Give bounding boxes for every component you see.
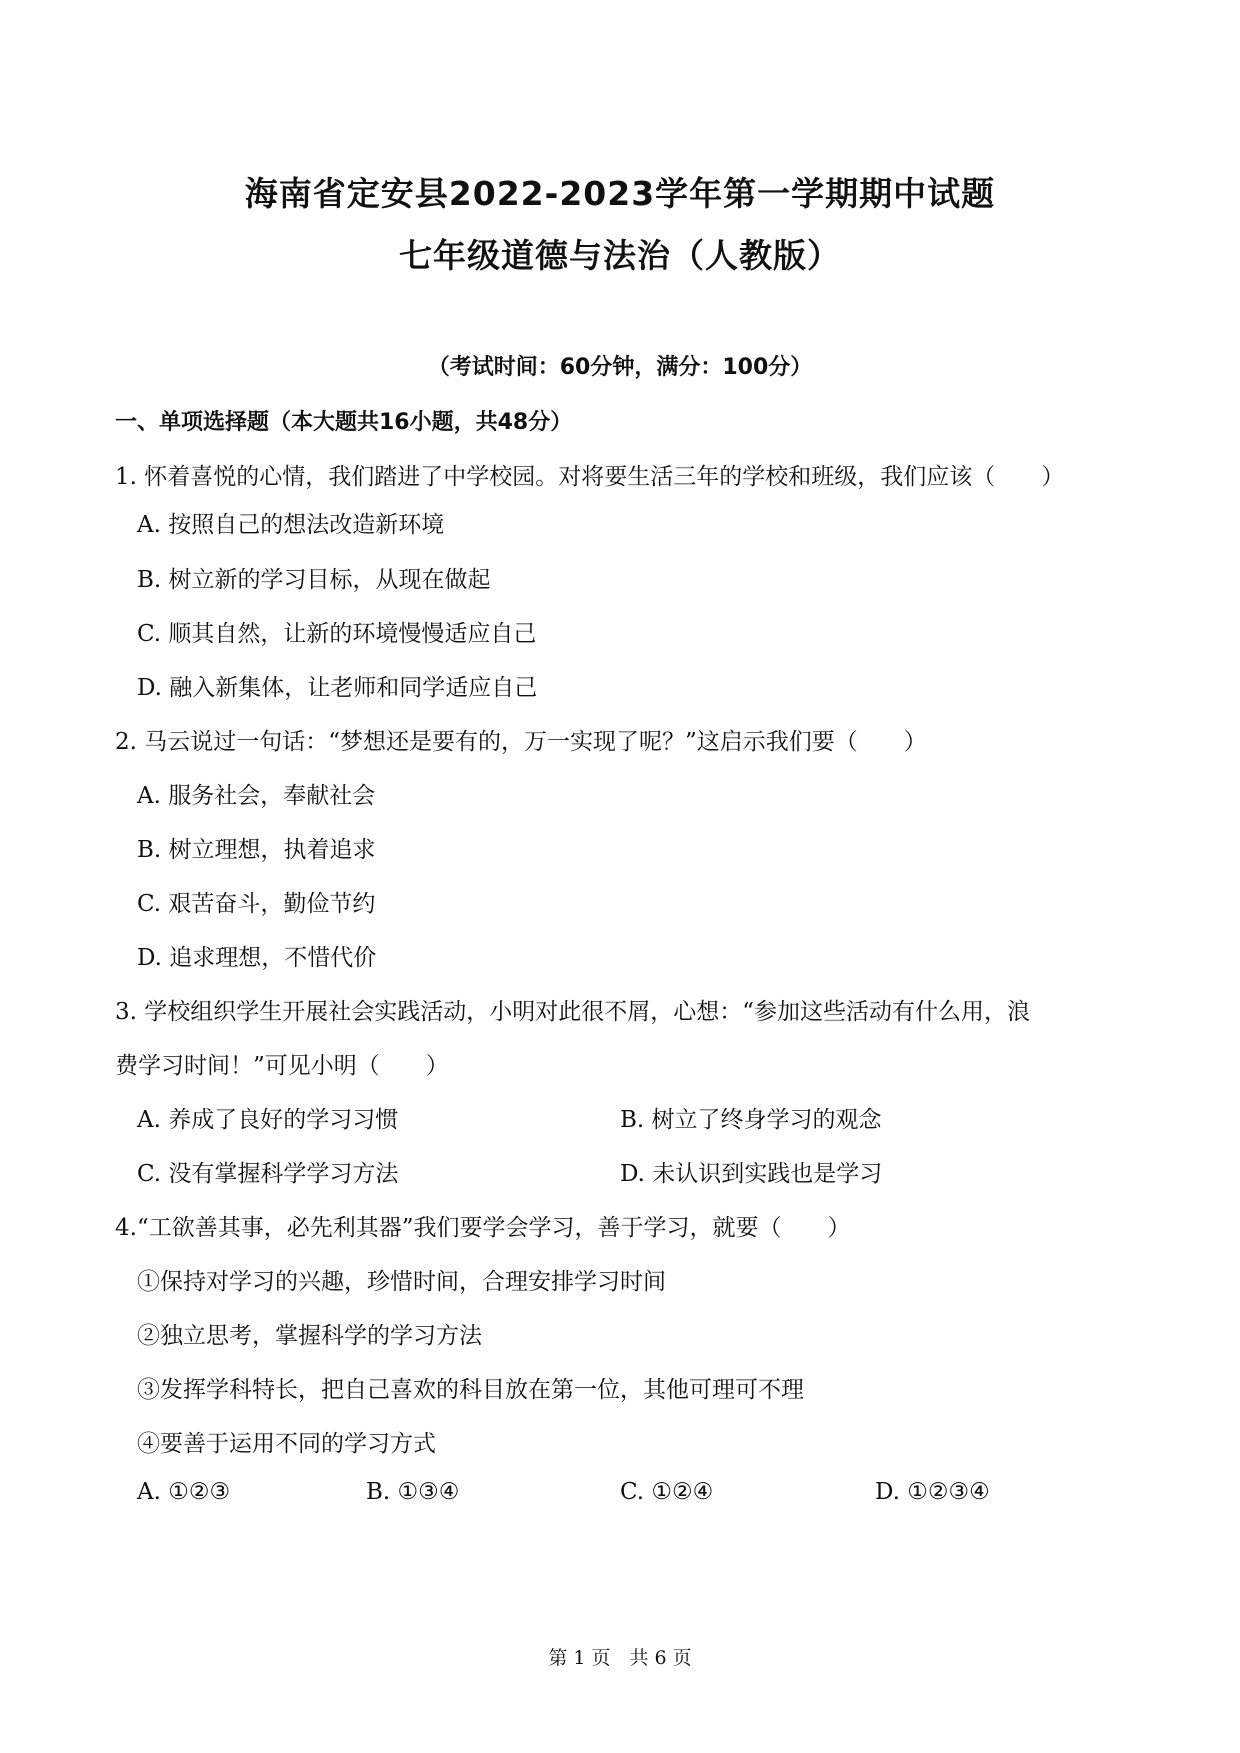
question-4-item-4: ④要善于运用不同的学习方式 bbox=[137, 1431, 436, 1457]
title-line-2: 七年级道德与法治（人教版） bbox=[399, 236, 841, 275]
question-3-option-b: B. 树立了终身学习的观念 bbox=[620, 1107, 882, 1133]
question-4-item-2: ②独立思考，掌握科学的学习方法 bbox=[137, 1323, 482, 1349]
question-3-option-a: A. 养成了良好的学习习惯 bbox=[137, 1107, 399, 1133]
question-4-stem: 4.“工欲善其事，必先利其器”我们要学会学习，善于学习，就要（ ） bbox=[115, 1215, 851, 1241]
question-4-option-c: C. ①②④ bbox=[620, 1479, 714, 1505]
question-3-stem-line-1: 3. 学校组织学生开展社会实践活动，小明对此很不屑，心想：“参加这些活动有什么用，浪 bbox=[115, 999, 1031, 1025]
question-4-item-3: ③发挥学科特长，把自己喜欢的科目放在第一位，其他可理可不理 bbox=[137, 1377, 804, 1403]
question-3-stem-line-2: 费学习时间！”可见小明（ ） bbox=[115, 1053, 449, 1079]
question-4-item-1: ①保持对学习的兴趣，珍惜时间，合理安排学习时间 bbox=[137, 1269, 666, 1295]
question-1-stem: 1. 怀着喜悦的心情，我们踏进了中学校园。对将要生活三年的学校和班级，我们应该（ ） bbox=[115, 464, 1065, 490]
question-4-option-b: B. ①③④ bbox=[366, 1479, 460, 1505]
section-heading: 一、单项选择题（本大题共16小题，共48分） bbox=[115, 410, 573, 435]
question-2-option-a: A. 服务社会，奉献社会 bbox=[137, 783, 376, 809]
question-3-option-d: D. 未认识到实践也是学习 bbox=[620, 1161, 883, 1187]
page-footer: 第 1 页 共 6 页 bbox=[548, 1647, 692, 1669]
question-2-option-d: D. 追求理想，不惜代价 bbox=[137, 945, 377, 971]
question-4-option-d: D. ①②③④ bbox=[875, 1479, 990, 1505]
question-2-stem: 2. 马云说过一句话：“梦想还是要有的，万一实现了呢？”这启示我们要（ ） bbox=[115, 729, 927, 755]
question-1-option-c: C. 顺其自然，让新的环境慢慢适应自己 bbox=[137, 621, 537, 647]
question-1-option-d: D. 融入新集体，让老师和同学适应自己 bbox=[137, 675, 538, 701]
question-4-option-a: A. ①②③ bbox=[137, 1479, 231, 1505]
question-3-option-c: C. 没有掌握科学学习方法 bbox=[137, 1161, 399, 1187]
title-line-1: 海南省定安县2022-2023学年第一学期期中试题 bbox=[244, 174, 996, 213]
question-1-option-a: A. 按照自己的想法改造新环境 bbox=[137, 512, 445, 538]
question-2-option-b: B. 树立理想，执着追求 bbox=[137, 837, 376, 863]
question-2-option-c: C. 艰苦奋斗，勤俭节约 bbox=[137, 891, 376, 917]
exam-info: （考试时间：60分钟，满分：100分） bbox=[427, 355, 813, 380]
question-1-option-b: B. 树立新的学习目标，从现在做起 bbox=[137, 567, 491, 593]
